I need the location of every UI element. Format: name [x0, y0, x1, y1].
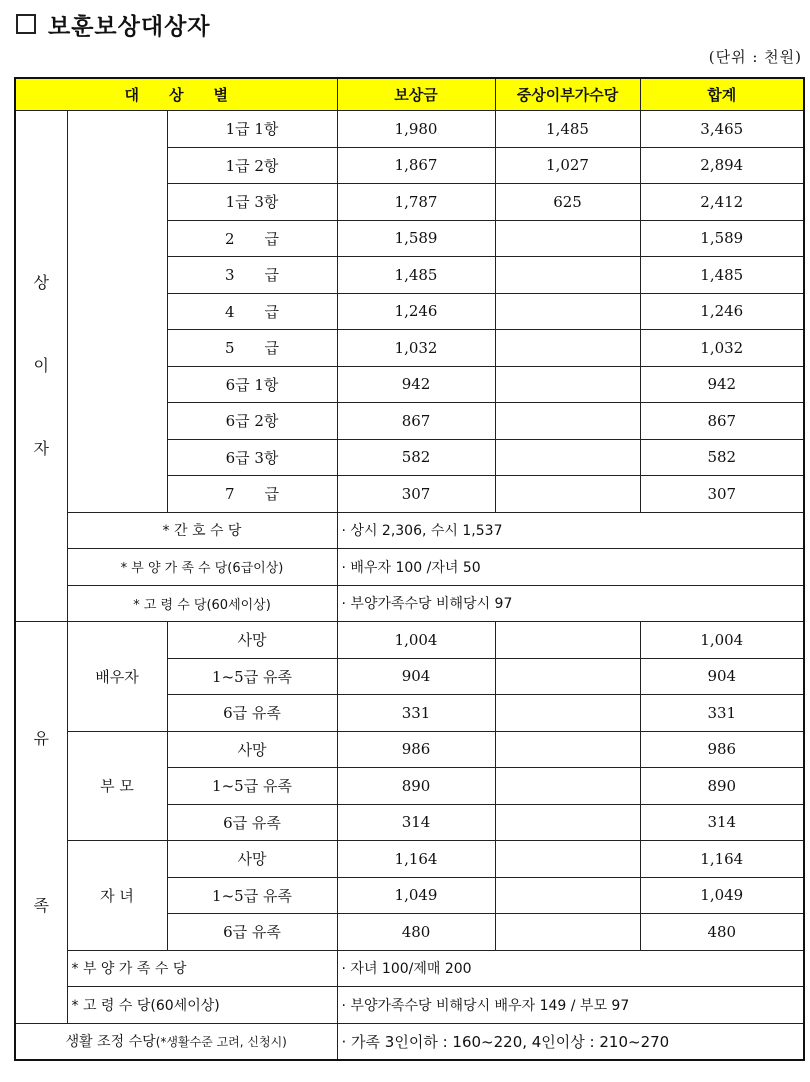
note-row: [15, 987, 804, 1024]
sub-cell: 6급 유족: [167, 695, 337, 732]
comp-cell: 1,246: [337, 293, 495, 330]
note-value: · 상시 2,306, 수시 1,537: [337, 512, 804, 549]
sub-cell: 6급 유족: [167, 804, 337, 841]
comp-cell: 331: [337, 695, 495, 732]
allowance-cell: [495, 330, 640, 367]
note-value: · 부양가족수당 비해당시 배우자 149 / 부모 97: [337, 987, 804, 1024]
total-cell: 890: [640, 768, 804, 805]
sub-cell: 1~5급 유족: [167, 877, 337, 914]
allowance-cell: 1,485: [495, 111, 640, 148]
note-value: · 부양가족수당 비해당시 97: [337, 585, 804, 622]
total-cell: 942: [640, 366, 804, 403]
allowance-cell: [495, 220, 640, 257]
total-cell: 480: [640, 914, 804, 951]
grade-cell: 5 급: [167, 330, 337, 367]
allowance-cell: [495, 841, 640, 878]
allowance-cell: [495, 403, 640, 440]
note-value: · 자녀 100/제매 200: [337, 950, 804, 987]
sub-cell: 사망: [167, 731, 337, 768]
wounded-category: 상 이 자: [15, 111, 67, 622]
note-label: * 간 호 수 당: [67, 512, 337, 549]
note-label: * 부 양 가 족 수 당(6급이상): [67, 549, 337, 586]
allowance-cell: [495, 476, 640, 513]
note-row: [15, 512, 804, 549]
total-cell: 1,589: [640, 220, 804, 257]
sub-cell: 1~5급 유족: [167, 768, 337, 805]
total-cell: 904: [640, 658, 804, 695]
comp-cell: 1,787: [337, 184, 495, 221]
grade-cell: 1급 3항: [167, 184, 337, 221]
total-cell: 867: [640, 403, 804, 440]
grade-cell: 6급 3항: [167, 439, 337, 476]
comp-cell: 1,589: [337, 220, 495, 257]
total-cell: 1,164: [640, 841, 804, 878]
header-comp: 보상금: [337, 78, 495, 111]
note-row: [15, 549, 804, 586]
total-cell: 1,246: [640, 293, 804, 330]
comp-cell: 942: [337, 366, 495, 403]
allowance-cell: [495, 695, 640, 732]
allowance-cell: [495, 804, 640, 841]
bereaved-category: 유 족: [15, 622, 67, 1024]
note-label: * 고 령 수 당(60세이상): [67, 585, 337, 622]
group-parents: 부 모: [67, 731, 167, 841]
sub-cell: 1~5급 유족: [167, 658, 337, 695]
comp-cell: 1,980: [337, 111, 495, 148]
header-total: 합계: [640, 78, 804, 111]
allowance-cell: [495, 768, 640, 805]
table-row: [15, 731, 804, 768]
comp-cell: 1,867: [337, 147, 495, 184]
table-row: [15, 841, 804, 878]
allowance-cell: [495, 293, 640, 330]
header-target: 대 상 별: [15, 78, 337, 111]
total-cell: 3,465: [640, 111, 804, 148]
grade-cell: 1급 1항: [167, 111, 337, 148]
group-spouse: 배우자: [67, 622, 167, 732]
total-cell: 582: [640, 439, 804, 476]
note-row: [15, 585, 804, 622]
allowance-cell: [495, 731, 640, 768]
note-row: [15, 950, 804, 987]
sub-cell: 6급 유족: [167, 914, 337, 951]
total-cell: 986: [640, 731, 804, 768]
comp-cell: 867: [337, 403, 495, 440]
note-label: * 부 양 가 족 수 당: [67, 950, 337, 987]
wounded-blank-cell: [67, 111, 167, 513]
table-row: [15, 111, 804, 148]
compensation-table: [14, 77, 805, 1061]
footer-label-cell: [15, 1023, 337, 1060]
grade-cell: 4 급: [167, 293, 337, 330]
grade-cell: 6급 1항: [167, 366, 337, 403]
page-title: [16, 6, 211, 42]
allowance-cell: [495, 877, 640, 914]
table-row: [15, 622, 804, 659]
comp-cell: 1,032: [337, 330, 495, 367]
comp-cell: 1,164: [337, 841, 495, 878]
comp-cell: 1,485: [337, 257, 495, 294]
sub-cell: 사망: [167, 841, 337, 878]
footer-row: [15, 1023, 804, 1060]
total-cell: 2,412: [640, 184, 804, 221]
footer-label-small: (*생활수준 고려, 신청시): [155, 1035, 287, 1050]
allowance-cell: [495, 366, 640, 403]
grade-cell: 1급 2항: [167, 147, 337, 184]
title-text: 보훈보상대상자: [48, 12, 211, 40]
total-cell: 1,049: [640, 877, 804, 914]
table-header: [15, 78, 804, 111]
total-cell: 307: [640, 476, 804, 513]
allowance-cell: [495, 257, 640, 294]
total-cell: 2,894: [640, 147, 804, 184]
note-label: * 고 령 수 당(60세이상): [67, 987, 337, 1024]
grade-cell: 7 급: [167, 476, 337, 513]
comp-cell: 986: [337, 731, 495, 768]
comp-cell: 1,004: [337, 622, 495, 659]
comp-cell: 890: [337, 768, 495, 805]
checkbox-square-icon: [16, 14, 36, 34]
group-children: 자 녀: [67, 841, 167, 951]
total-cell: 331: [640, 695, 804, 732]
grade-cell: 3 급: [167, 257, 337, 294]
unit-label: (단위 : 천원): [708, 48, 802, 66]
total-cell: 314: [640, 804, 804, 841]
comp-cell: 904: [337, 658, 495, 695]
comp-cell: 480: [337, 914, 495, 951]
allowance-cell: [495, 914, 640, 951]
grade-cell: 6급 2항: [167, 403, 337, 440]
allowance-cell: 625: [495, 184, 640, 221]
footer-label: 생활 조정 수당: [65, 1034, 156, 1051]
comp-cell: 582: [337, 439, 495, 476]
comp-cell: 1,049: [337, 877, 495, 914]
footer-value: · 가족 3인이하 : 160~220, 4인이상 : 210~270: [337, 1023, 804, 1060]
total-cell: 1,004: [640, 622, 804, 659]
sub-cell: 사망: [167, 622, 337, 659]
allowance-cell: [495, 439, 640, 476]
comp-cell: 314: [337, 804, 495, 841]
grade-cell: 2 급: [167, 220, 337, 257]
allowance-cell: 1,027: [495, 147, 640, 184]
allowance-cell: [495, 658, 640, 695]
total-cell: 1,485: [640, 257, 804, 294]
total-cell: 1,032: [640, 330, 804, 367]
comp-cell: 307: [337, 476, 495, 513]
note-value: · 배우자 100 /자녀 50: [337, 549, 804, 586]
header-allowance: 중상이부가수당: [495, 78, 640, 111]
allowance-cell: [495, 622, 640, 659]
